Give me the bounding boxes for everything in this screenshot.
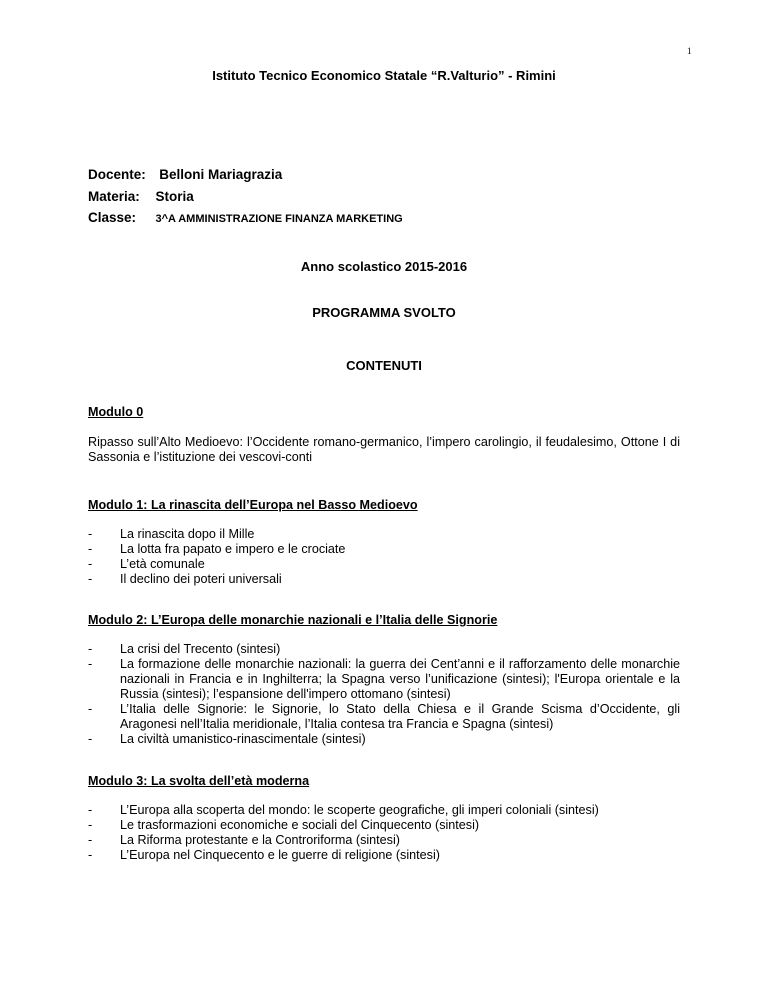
- module-1: [88, 498, 680, 587]
- docente-row: [88, 167, 282, 182]
- module-title: Modulo 3: La svolta dell’età moderna: [88, 774, 310, 788]
- module-2: [88, 613, 680, 747]
- list-item: - L’età comunale: [88, 557, 680, 572]
- module-list: [88, 527, 680, 587]
- module-0: [88, 405, 680, 465]
- module-list: [88, 642, 680, 747]
- docente-value: Belloni Mariagrazia: [159, 167, 283, 182]
- classe-row: [88, 210, 403, 225]
- classe-value: 3^A AMMINISTRAZIONE FINANZA MARKETING: [155, 213, 403, 225]
- module-title: Modulo 2: L’Europa delle monarchie nazionali e l’Italia delle Signorie: [88, 613, 498, 627]
- docente-label: Docente:: [88, 167, 146, 182]
- module-title: Modulo 0: [88, 405, 144, 419]
- materia-value: Storia: [155, 189, 194, 204]
- module-text: Ripasso sull’Alto Medioevo: l’Occidente romano-germanico, l’impero carolingio, il feudalesimo, Ottone I di Sassonia e l’istituzione dei vescovi-conti: [88, 435, 680, 464]
- materia-label: Materia:: [88, 189, 140, 204]
- module-title: Modulo 1: La rinascita dell’Europa nel Basso Medioevo: [88, 498, 418, 512]
- school-header: Istituto Tecnico Economico Statale “R.Valturio” - Rimini: [212, 68, 556, 83]
- list-item: - La formazione delle monarchie nazionali: la guerra dei Cent’anni e il rafforzamento delle monarchie nazionali in Francia e in Inghilterra; la Spagna verso l’unificazione (sintesi); l'Europa orientale e la Russia (sintesi); l’espansione dell'impero ottomano (sintesi): [88, 657, 680, 702]
- list-item: - L’Europa nel Cinquecento e le guerre di religione (sintesi): [88, 848, 680, 863]
- materia-row: [88, 189, 194, 204]
- list-item: - Il declino dei poteri universali: [88, 572, 680, 587]
- programma-title: PROGRAMMA SVOLTO: [312, 305, 456, 320]
- anno-scolastico: Anno scolastico 2015-2016: [300, 259, 468, 274]
- list-item: - La crisi del Trecento (sintesi): [88, 642, 680, 657]
- list-item: - La civiltà umanistico-rinascimentale (sintesi): [88, 732, 680, 747]
- list-item: - La Riforma protestante e la Controriforma (sintesi): [88, 833, 680, 848]
- module-3: [88, 774, 680, 863]
- classe-label: Classe:: [88, 210, 137, 225]
- list-item: - L’Europa alla scoperta del mondo: le scoperte geografiche, gli imperi coloniali (sintesi): [88, 803, 680, 818]
- list-item: - La rinascita dopo il Mille: [88, 527, 680, 542]
- list-item: - L’Italia delle Signorie: le Signorie, lo Stato della Chiesa e il Grande Scisma d’Occidente, gli Aragonesi nell’Italia meridionale, l’Italia contesa tra Francia e Spagna (sintesi): [88, 702, 680, 732]
- list-item: - La lotta fra papato e impero e le crociate: [88, 542, 680, 557]
- contenuti-title: CONTENUTI: [346, 358, 422, 373]
- list-item: - Le trasformazioni economiche e sociali del Cinquecento (sintesi): [88, 818, 680, 833]
- module-list: [88, 803, 680, 863]
- page-number: 1: [687, 46, 692, 56]
